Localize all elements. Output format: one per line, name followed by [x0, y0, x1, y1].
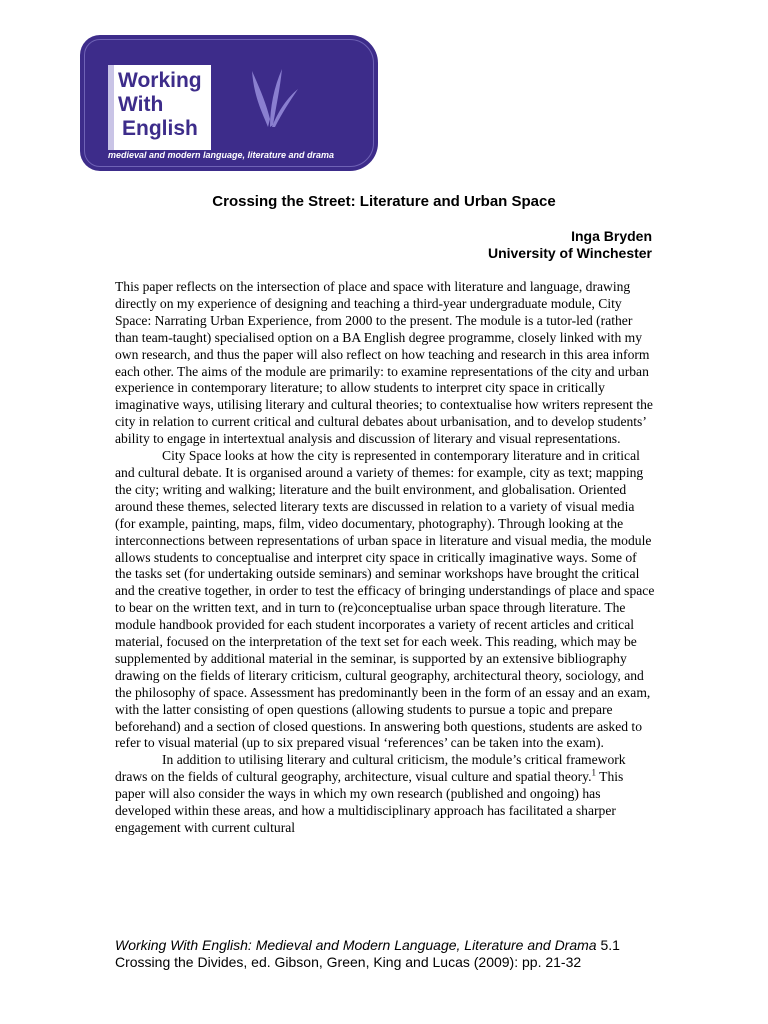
footnote-marker[interactable]: 1 — [591, 767, 596, 778]
journal-logo — [80, 35, 378, 171]
footer-journal-line — [115, 937, 675, 954]
logo-line-working: Working — [118, 69, 202, 92]
paragraph-3 — [115, 752, 655, 837]
paragraph-2: City Space looks at how the city is represented in contemporary literature and in critical and cultural debate. It is organised around a variety of themes: for example, city as text; mapping the city; writing and walking; literature and the built environment, and globalisation. Oriented around these themes, selected literary texts are discussed in relation to a variety of visual media (for example, painting, maps, film, video documentary, photography). Through looking at the interconnections between representations of urban space in literature and visual media, the module allows students to conceptualise and interpret city space in critically imaginative ways. Some of the tasks set (for undertaking outside seminars) and seminar workshops have brought the critical and the creative together, in order to test the efficacy of bringing understandings of place and space to bear on the written text, and in turn to (re)conceptualise urban space through literature. The module handbook provided for each student incorporates a variety of recent articles and critical material, focused on the interpretation of the text set for each week. This reading, which may be supplemented by additional material in the seminar, is supported by an extensive bibliography drawing on the fields of literary criticism, cultural geography, architectural theory, sociology, and the philosophy of space. Assessment has predominantly been in the form of an essay and an exam, with the latter consisting of open questions (allowing students to pursue a topic and prepare beforehand) and a section of closed questions. In answering both questions, students are asked to refer to visual material (up to six prepared visual ‘references’ can be taken into the exam). — [115, 448, 655, 751]
author-name: Inga Bryden — [571, 228, 652, 244]
footer-journal-title: Working With English: Medieval and Modern Language, Literature and Drama — [115, 937, 597, 953]
author-block — [488, 228, 652, 262]
logo-wordmark — [108, 65, 211, 150]
paragraph-3-text: In addition to utilising literary and cultural criticism, the module’s critical framework draws on the fields of cultural geography, architecture, visual culture and spatial theory. — [115, 752, 626, 785]
page-footer — [115, 937, 675, 971]
logo-tagline: medieval and modern language, literature and drama — [108, 150, 335, 160]
author-affiliation: University of Winchester — [487, 245, 652, 261]
logo-line-english: English — [122, 117, 198, 140]
logo-line-with: With — [118, 93, 164, 116]
paper-title: Crossing the Street: Literature and Urban Space — [212, 193, 556, 210]
paragraph-3-continuation: This paper will also consider the ways in which my own research (published and ongoing) has developed within these areas, and how a multidisciplinary approach has facilitated a sharper engagement with current cultural — [115, 769, 624, 835]
footer-citation: Crossing the Divides, ed. Gibson, Green, King and Lucas (2009): pp. 21-32 — [115, 954, 582, 970]
leaf-icon — [248, 67, 300, 129]
paper-body — [115, 279, 655, 837]
footer-issue: 5.1 — [596, 937, 620, 953]
paragraph-1: This paper reflects on the intersection of place and space with literature and language, drawing directly on my experience of designing and teaching a third-year undergraduate module, City Space: Narrating Urban Experience, from 2000 to the present. The module is a tutor-led (rather than team-taught) specialised option on a BA English degree programme, closely linked with my own research, and thus the paper will also reflect on how teaching and research in this area inform each other. The aims of the module are primarily: to examine representations of the city and urban experience in contemporary literature; to allow students to interpret city space in critically imaginative ways, utilising literary and cultural theories; to contextualise how writers represent the city in relation to current critical and cultural debates about urbanisation, and to develop students’ ability to engage in intertextual analysis and discussion of literary and visual representations. — [115, 279, 653, 447]
